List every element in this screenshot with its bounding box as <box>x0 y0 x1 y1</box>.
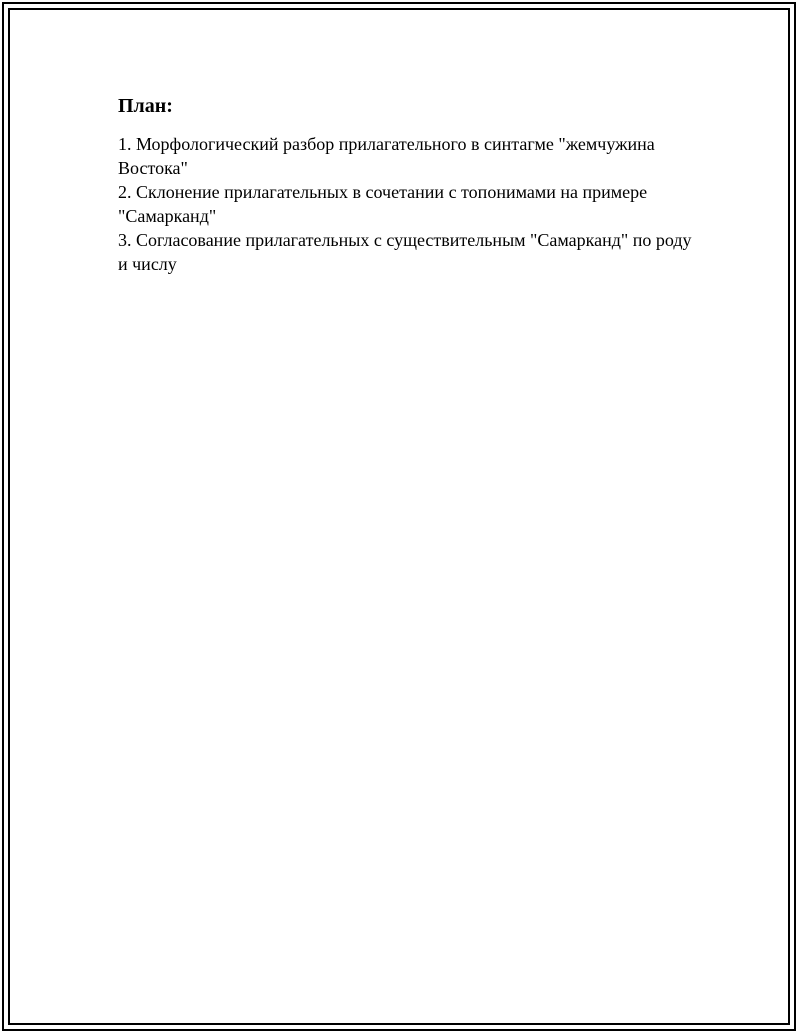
plan-item-2: 2. Склонение прилагательных в сочетании с топонимами на примере "Самарканд" <box>118 182 648 226</box>
plan-heading: План: <box>118 95 173 117</box>
plan-item-3: 3. Согласование прилагательных с существительным "Самарканд" по роду и числу <box>118 230 692 274</box>
plan-list <box>118 132 698 276</box>
plan-item-1: 1. Морфологический разбор прилагательного в синтагме "жемчужина Востока" <box>118 134 655 178</box>
document-body <box>118 92 698 276</box>
